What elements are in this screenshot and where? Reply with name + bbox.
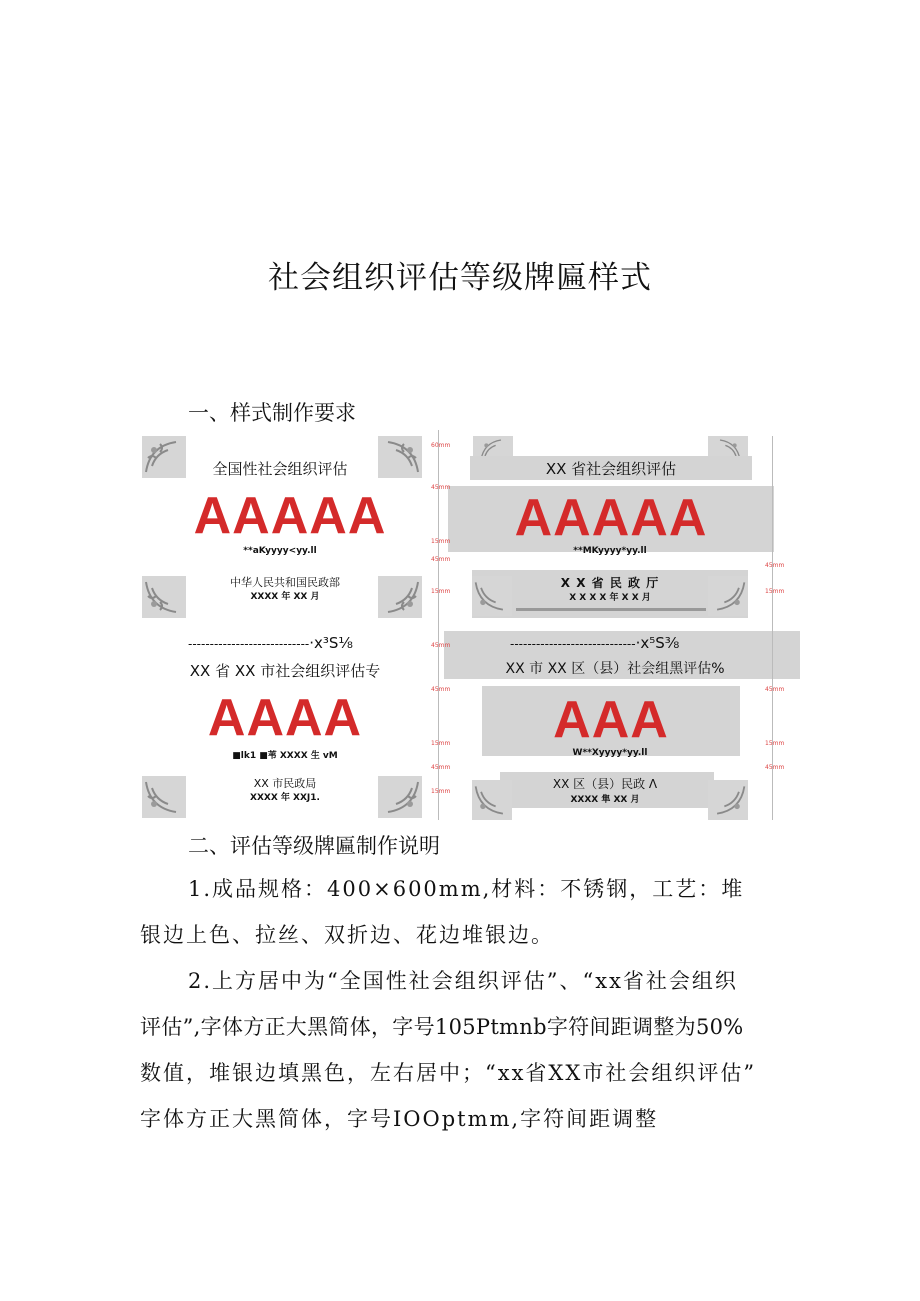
plaque-3-under: ■lk1 ■苇 XXXX 生 vM [232, 751, 338, 761]
ornament-corner-icon [142, 576, 186, 618]
item-2-line-4: 字体方正大黑简体，字号IOOptmm,字符间距调整 [140, 1107, 659, 1131]
plaque-4-ruler [510, 634, 780, 652]
dim-label: 45mm [431, 484, 451, 491]
dim-label: 15mm [765, 740, 785, 747]
dim-label: 45mm [431, 556, 451, 563]
dim-label: 45mm [765, 686, 785, 693]
ornament-corner-icon [142, 776, 186, 818]
dim-label: 45mm [765, 764, 785, 771]
section-2-body [140, 866, 820, 1142]
plaque-1-issuer: 中华人民共和国民政部 [230, 576, 340, 589]
plaque-1-header: 全国性社会组织评估 [212, 460, 348, 478]
dim-label: 60mm [431, 442, 451, 449]
section-1-heading: 一、样式制作要求 [188, 401, 356, 425]
plaque-1-date: XXXX 年 XX 月 [250, 592, 320, 602]
ornament-corner-icon [708, 576, 748, 616]
dimension-line-right [772, 436, 773, 820]
plaque-4-date: XXXX 隼 XX 月 [570, 795, 640, 805]
dim-label: 15mm [431, 588, 451, 595]
plaque-4-issuer: XX 区（县）民政 Λ [552, 777, 658, 791]
section-2-heading: 二、评估等级牌匾制作说明 [188, 834, 440, 858]
plaque-2-header: XX 省社会组织评估 [545, 460, 677, 478]
plaque-4-under: W**Xyyyy*yy.ll [572, 748, 648, 758]
item-1-line-2: 银边上色、拉丝、双折边、花边堆银边。 [140, 923, 554, 947]
ornament-corner-icon [378, 776, 422, 818]
ornament-corner-icon [378, 436, 422, 478]
dim-label: 15mm [765, 588, 785, 595]
dim-label: 45mm [431, 686, 451, 693]
plaque-4-grade: AAA [553, 691, 669, 749]
plaque-3-issuer: XX 市民政局 [253, 777, 317, 790]
plaque-4-header: XX 市 XX 区（县）社会组黑评估% [505, 661, 725, 677]
dim-label: 45mm [431, 642, 451, 649]
dim-label: 15mm [431, 538, 451, 545]
plaque-2-under: **MKyyyy*yy.ll [573, 546, 647, 556]
item-1-line-1: 1.成品规格：400×600mm,材料：不锈钢，工艺：堆 [188, 877, 745, 901]
plaque-2-issuer: X X 省 民 政 厅 [560, 576, 660, 590]
ornament-corner-icon [708, 780, 748, 820]
plaque-2-date: X X X X 年 X X 月 [569, 593, 651, 603]
dim-label: 15mm [431, 788, 451, 795]
ornament-corner-icon [472, 576, 512, 616]
plaque-1-grade: AAAAA [193, 487, 387, 545]
plaque-1-under: **aKyyyy<yy.ll [243, 546, 317, 556]
plaque-4-ruler-tail: ·x⁵S⅜ [635, 634, 680, 652]
dim-label: 45mm [765, 562, 785, 569]
dim-label: 15mm [431, 740, 451, 747]
dim-label: 45mm [431, 764, 451, 771]
plaque-3-grade: AAAA [207, 689, 363, 747]
plaque-4-ruler-line: ----------------------------- [510, 637, 636, 651]
page-title: 社会组织评估等级牌匾样式 [268, 260, 652, 296]
ornament-corner-icon [378, 576, 422, 618]
plaque-3-date: XXXX 年 XXJ1. [250, 793, 320, 803]
plaque-3-ruler-line: ---------------------------- [188, 637, 310, 651]
plaque-2-underline [516, 608, 706, 611]
plaque-3-ruler-tail: ·x³S⅛ [309, 634, 353, 652]
item-2-line-2: 评估”,字体方正大黑简体，字号105Ptmnb字符间距调整为50% [140, 1015, 744, 1039]
plaque-3-header: XX 省 XX 市社会组织评估专 [189, 662, 381, 680]
plaque-3-ruler [188, 634, 428, 652]
ornament-corner-icon [472, 780, 512, 820]
plaque-2-grade: AAAAA [514, 489, 708, 547]
plaque-sample-figure [140, 428, 810, 826]
item-2-line-1: 2.上方居中为“全国性社会组织评估”、“xx省社会组织 [188, 969, 738, 993]
item-2-line-3: 数值，堆银边填黑色，左右居中；“xx省XX市社会组织评估” [140, 1061, 757, 1085]
